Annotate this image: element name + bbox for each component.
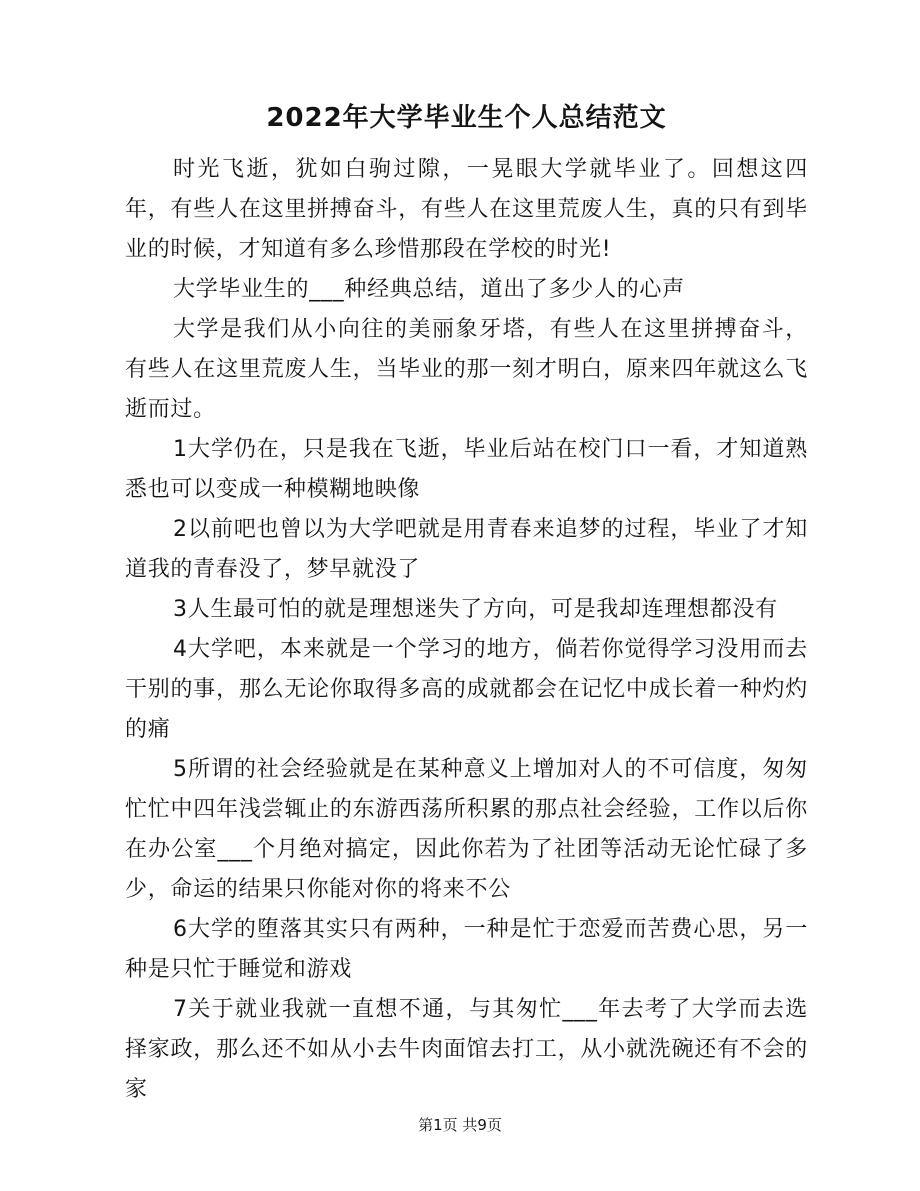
- document-title: 2022年大学毕业生个人总结范文: [266, 103, 667, 133]
- page-footer: [0, 1114, 920, 1136]
- paragraph-item-7: 7关于就业我就一直想不通，与其匆忙___年去考了大学而去选择家政，那么还不如从小去牛肉面馆去打工，从小就洗碗还有不会的家: [125, 997, 808, 1102]
- paragraph-item-1: 1大学仍在，只是我在飞逝，毕业后站在校门口一看，才知道熟悉也可以变成一种模糊地映像: [125, 437, 808, 502]
- paragraph-intro: 时光飞逝，犹如白驹过隙，一晃眼大学就毕业了。回想这四年，有些人在这里拼搏奋斗，有些人在这里荒废人生，真的只有到毕业的时候，才知道有多么珍惜那段在学校的时光!: [125, 157, 808, 262]
- paragraph-lead: 大学是我们从小向往的美丽象牙塔，有些人在这里拼搏奋斗，有些人在这里荒废人生，当毕业的那一刻才明白，原来四年就这么飞逝而过。: [125, 317, 808, 422]
- paragraph-subtitle: 大学毕业生的___种经典总结，道出了多少人的心声: [173, 277, 685, 302]
- paragraph-item-5: 5所谓的社会经验就是在某种意义上增加对人的不可信度，匆匆忙忙中四年浅尝辄止的东游西荡所积累的那点社会经验，工作以后你在办公室___个月绝对搞定，因此你若为了社团等活动无论忙碌了多少，命运的结果只你能对你的将来不公: [125, 757, 808, 902]
- page-number: 第1页 共9页: [418, 1116, 502, 1134]
- document-body: [125, 98, 808, 1110]
- paragraph-item-4: 4大学吧，本来就是一个学习的地方，倘若你觉得学习没用而去干别的事，那么无论你取得多高的成就都会在记忆中成长着一种灼灼的痛: [125, 637, 808, 742]
- paragraph-item-3: 3人生最可怕的就是理想迷失了方向，可是我却连理想都没有: [173, 597, 778, 622]
- paragraph-item-2: 2以前吧也曾以为大学吧就是用青春来追梦的过程，毕业了才知道我的青春没了，梦早就没了: [125, 517, 808, 582]
- paragraph-item-6: 6大学的堕落其实只有两种，一种是忙于恋爱而苦费心思，另一种是只忙于睡觉和游戏: [125, 917, 808, 982]
